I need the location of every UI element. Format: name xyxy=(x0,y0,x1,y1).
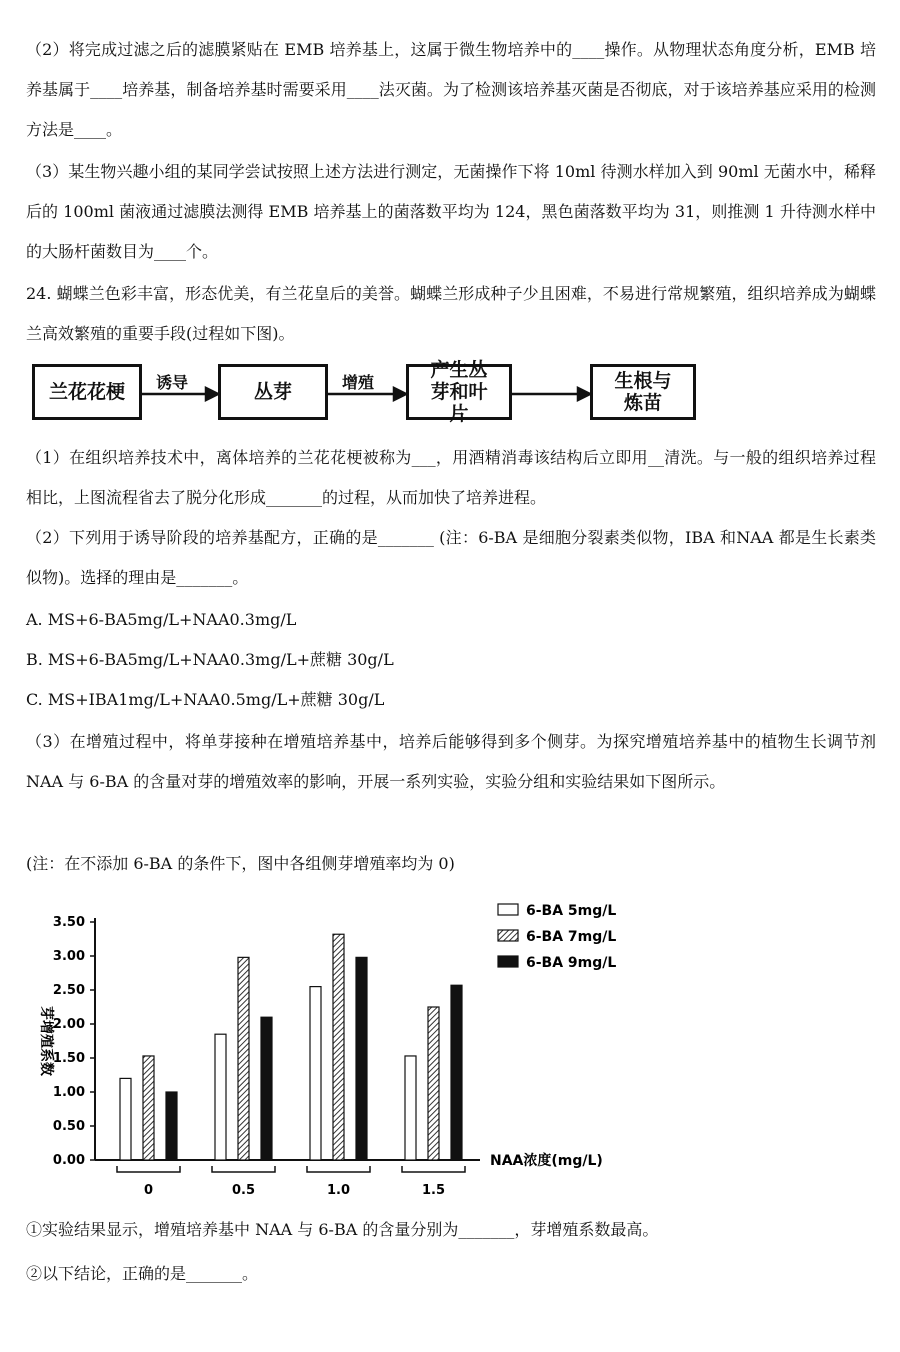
legend-label: 6-BA 5mg/L xyxy=(526,903,617,919)
category-bracket xyxy=(402,1166,465,1172)
bar xyxy=(238,957,249,1160)
bar xyxy=(215,1034,226,1160)
flow-arrows xyxy=(32,364,732,426)
legend-label: 6-BA 9mg/L xyxy=(526,955,617,971)
y-tick-label: 0.00 xyxy=(52,1153,85,1168)
legend-swatch xyxy=(498,904,518,915)
category-bracket xyxy=(307,1166,370,1172)
legend-label: 6-BA 7mg/L xyxy=(526,929,617,945)
question-24-intro: 24. 蝴蝶兰色彩丰富，形态优美，有兰花皇后的美誉。蝴蝶兰形成种子少且困难，不易进行常规繁殖，组织培养成为蝴蝶兰高效繁殖的重要手段(过程如下图)。 xyxy=(26,284,876,343)
x-axis-label: NAA浓度(mg/L) xyxy=(490,1153,603,1169)
chart-note: (注：在不添加 6-BA 的条件下，图中各组侧芽增殖率均为 0) xyxy=(26,854,455,873)
flow-arrow-label-proliferate: 增殖 xyxy=(342,373,375,392)
x-tick-label: 1.0 xyxy=(326,1183,351,1198)
x-tick-label: 0.5 xyxy=(231,1183,256,1198)
question-3-text: （3）某生物兴趣小组的某同学尝试按照上述方法进行测定，无菌操作下将 10ml 待测水样加入到 90ml 无菌水中，稀释后的 100ml 菌液通过滤膜法测得 EMB 培养基上的菌落数平均为 124，黑色菌落数平均为 31，则推测 1 升待测水样中的大肠杆菌数目为____个。 xyxy=(26,162,876,261)
option-c: C. MS+IBA1mg/L+NAA0.5mg/L+蔗糖 30g/L xyxy=(26,690,385,709)
bar xyxy=(333,934,344,1160)
category-bracket xyxy=(117,1166,180,1172)
sub-question-2: ②以下结论，正确的是_______。 xyxy=(26,1264,259,1283)
y-tick-label: 1.50 xyxy=(52,1051,85,1066)
bud-proliferation-chart xyxy=(20,892,660,1212)
question-2-text: （2）将完成过滤之后的滤膜紧贴在 EMB 培养基上，这属于微生物培养中的____操作。从物理状态角度分析，EMB 培养基属于____培养基，制备培养基时需要采用____法灭菌。为了检测该培养基灭菌是否彻底，对于该培养基应采用的检测方法是____。 xyxy=(26,40,876,139)
flow-step-cluster-buds: 丛芽 xyxy=(218,364,328,420)
flow-step-flower-stalk: 兰花花梗 xyxy=(32,364,142,420)
option-b: B. MS+6-BA5mg/L+NAA0.3mg/L+蔗糖 30g/L xyxy=(26,650,394,669)
legend-swatch xyxy=(498,930,518,941)
bar xyxy=(356,957,367,1160)
bar xyxy=(120,1078,131,1160)
process-flow-diagram xyxy=(32,359,732,426)
flow-arrow-label-induce: 诱导 xyxy=(156,373,189,392)
bar xyxy=(261,1017,272,1160)
x-tick-label: 1.5 xyxy=(421,1183,446,1198)
bar xyxy=(143,1056,154,1160)
y-axis-label: 芽增殖系数 xyxy=(38,1006,54,1076)
question-24-2-text: （2）下列用于诱导阶段的培养基配方，正确的是_______ (注：6-BA 是细胞分裂素类似物，IBA 和NAA 都是生长素类似物)。选择的理由是_______。 xyxy=(26,528,876,587)
chart-svg xyxy=(20,892,660,1212)
flow-step-rooting: 生根与炼苗 xyxy=(590,364,696,420)
flow-step-buds-and-leaves: 产生丛芽和叶片 xyxy=(406,364,512,420)
x-tick-label: 0 xyxy=(143,1183,154,1198)
bar xyxy=(166,1092,177,1160)
y-tick-label: 3.50 xyxy=(52,915,85,930)
sub-question-1: ①实验结果显示，增殖培养基中 NAA 与 6-BA 的含量分别为_______，芽增殖系数最高。 xyxy=(26,1220,659,1239)
bar xyxy=(310,987,321,1160)
option-a: A. MS+6-BA5mg/L+NAA0.3mg/L xyxy=(26,610,297,629)
question-24-3-text: （3）在增殖过程中，将单芽接种在增殖培养基中，培养后能够得到多个侧芽。为探究增殖培养基中的植物生长调节剂 NAA 与 6-BA 的含量对芽的增殖效率的影响，开展一系列实验，实验分组和实验结果如下图所示。 xyxy=(26,732,876,791)
bar xyxy=(405,1056,416,1160)
legend-swatch xyxy=(498,956,518,967)
y-tick-label: 0.50 xyxy=(52,1119,85,1134)
question-24-1-text: （1）在组织培养技术中，离体培养的兰花花梗被称为___，用酒精消毒该结构后立即用__清洗。与一般的组织培养过程相比，上图流程省去了脱分化形成_______的过程，从而加快了培养进程。 xyxy=(26,448,876,507)
bar xyxy=(451,985,462,1160)
y-tick-label: 2.50 xyxy=(52,983,85,998)
y-tick-label: 2.00 xyxy=(52,1017,85,1032)
y-tick-label: 3.00 xyxy=(52,949,85,964)
bar xyxy=(428,1007,439,1160)
category-bracket xyxy=(212,1166,275,1172)
y-tick-label: 1.00 xyxy=(52,1085,85,1100)
